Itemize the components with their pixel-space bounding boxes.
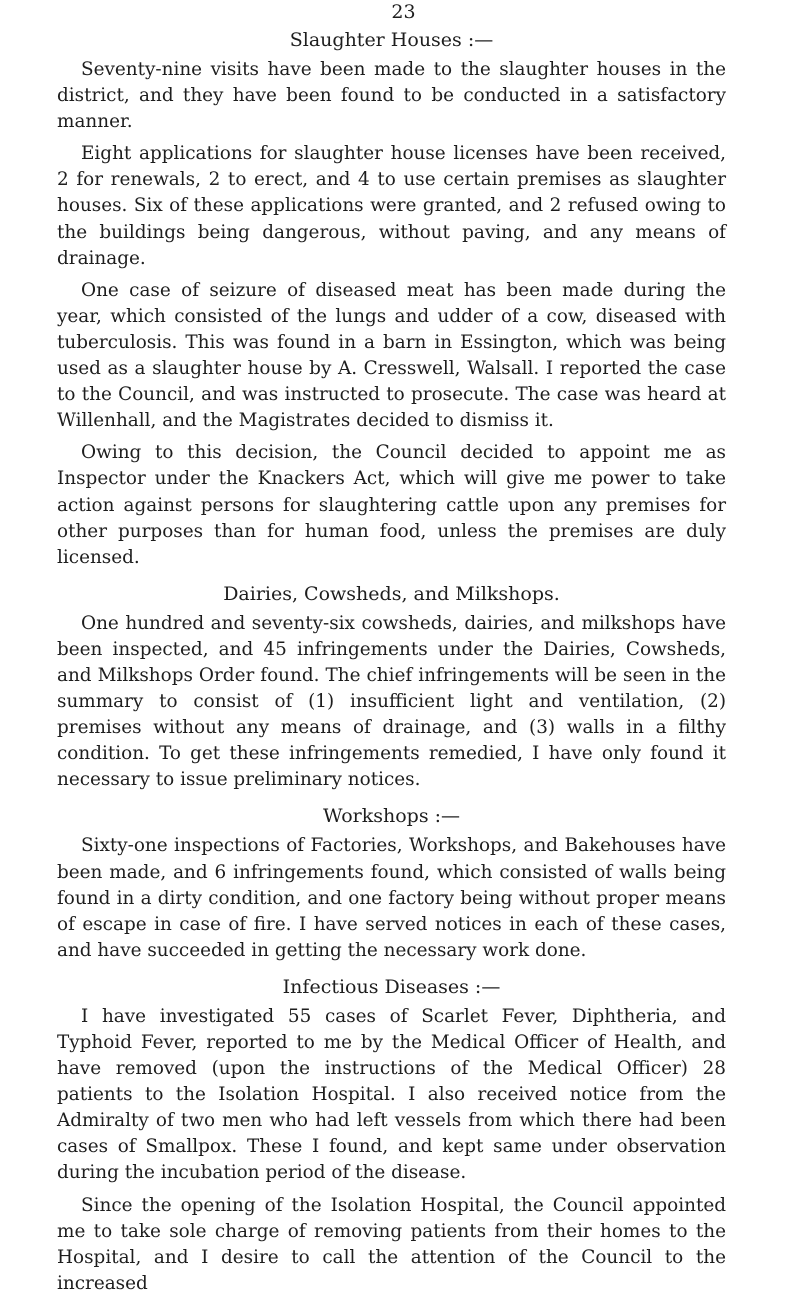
- page-number: 23: [391, 1, 416, 23]
- paragraph: Seventy-nine visits have been made to the slaughter houses in the district, and they have been found to be conducted in a satisfactory manner.: [57, 59, 726, 133]
- section-heading-infectious-diseases: Infectious Diseases :—: [282, 975, 501, 998]
- paragraph: One case of seizure of diseased meat has been made during the year, which consisted of the lungs and udder of a cow, diseased with tuberculosis. This was found in a barn in Essington, which was being used as a slaughter house by A. Cresswell, Walsall. I reported the case to the Council, and was instructed to prosecute. The case was heard at Willenhall, and the Magistrates decided to dismiss it.: [57, 279, 726, 432]
- section-heading-dairies: Dairies, Cowsheds, and Milkshops.: [223, 582, 560, 605]
- paragraph: Since the opening of the Isolation Hospital, the Council appointed me to take sole charge of removing patients from their homes to the Hospital, and I desire to call the attention of the Council to the increased: [57, 1194, 726, 1294]
- paragraph: Eight applications for slaughter house licenses have been received, 2 for renewals, 2 to erect, and 4 to use certain premises as slaughter houses. Six of these applications were granted, and 2 refused owing to the buildings being dangerous, without paving, and any means of drainage.: [57, 143, 726, 269]
- paragraph: Owing to this decision, the Council decided to appoint me as Inspector under the Knackers Act, which will give me power to take action against persons for slaughtering cattle upon any premises for other purposes than for human food, unless the premises are duly licensed.: [57, 442, 726, 568]
- paragraph: I have investigated 55 cases of Scarlet Fever, Diphtheria, and Typhoid Fever, reported to me by the Medical Officer of Health, and have removed (upon the instructions of the Medical Officer) 28 patients to the Isolation Hospital. I also received notice from the Admiralty of two men who had left vessels from which there had been cases of Smallpox. These I found, and kept same under observation during the incubation period of the disease.: [57, 1005, 726, 1184]
- section-heading-slaughter-houses: Slaughter Houses :—: [289, 29, 494, 51]
- paragraph: One hundred and seventy-six cowsheds, dairies, and milkshops have been inspected, and 45 infringements under the Dairies, Cowsheds, and Milkshops Order found. The chief infringements will be seen in the summary to consist of (1) insufficient light and ventilation, (2) premises without any means of drainage, and (3) walls in a filthy condition. To get these infringements remedied, I have only found it necessary to issue preliminary notices.: [57, 612, 726, 791]
- section-heading-workshops: Workshops :—: [322, 805, 461, 828]
- paragraph: Sixty-one inspections of Factories, Workshops, and Bakehouses have been made, and 6 infringements found, which consisted of walls being found in a dirty condition, and one factory being without proper means of escape in case of fire. I have served notices in each of these cases, and have succeeded in getting the necessary work done.: [57, 835, 726, 961]
